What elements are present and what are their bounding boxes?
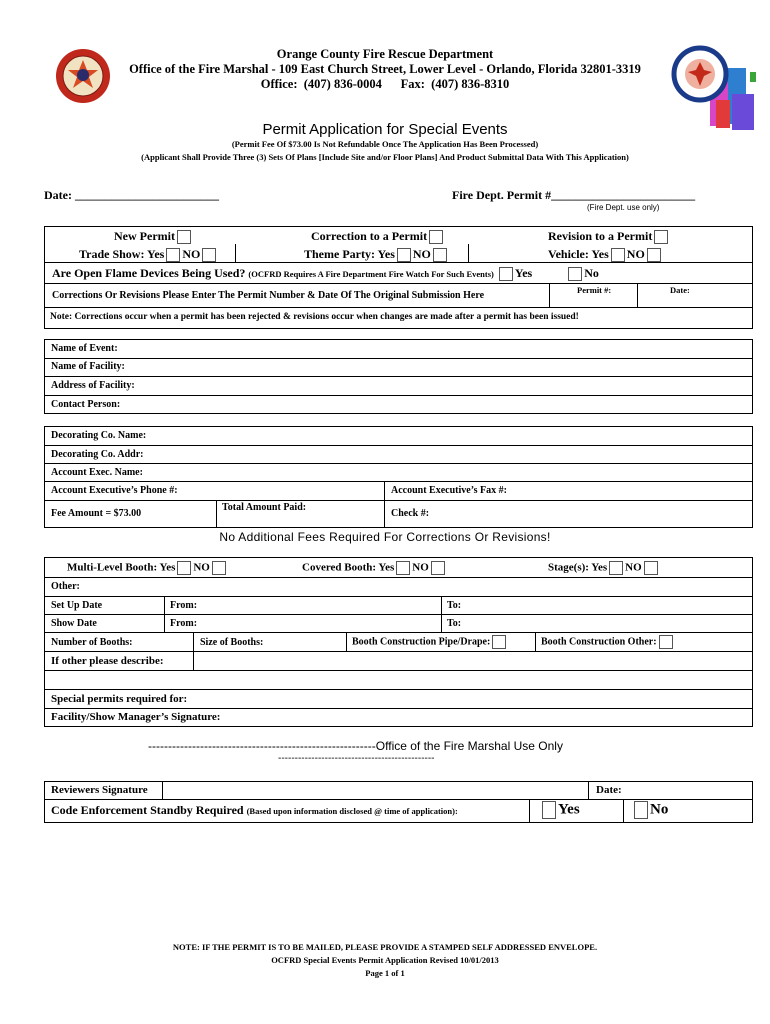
standby-note: (Based upon information disclosed @ time of application): [246,806,458,816]
page-title: Permit Application for Special Events [262,121,508,138]
header-office: Office of the Fire Marshal - 109 East Church Street, Lower Level - Orlando, Florida 32801-3319 [129,62,641,76]
multi-level-label: Multi-Level Booth: Yes [67,561,176,574]
office-use-heading: ---------------------------------------------------------Office of the Fire Marshal Use Only [148,739,563,753]
trade-show-label: Trade Show: Yes [79,247,165,261]
other-describe-field[interactable]: If other please describe: [51,655,164,667]
vehicle-option[interactable] [548,247,663,262]
multi-level-yes-checkbox[interactable] [177,561,191,575]
construction-other-label: Booth Construction Other: [541,636,657,648]
account-exec-fax-field[interactable]: Account Executive’s Fax #: [391,485,507,496]
show-from-field[interactable]: From: [170,618,198,629]
correction-checkbox[interactable] [429,230,443,244]
open-flame-label: Are Open Flame Devices Being Used? [52,266,246,280]
standby-yes-label: Yes [558,801,580,818]
original-permit-number-field[interactable]: Permit #: [577,285,612,295]
pipe-drape-label: Booth Construction Pipe/Drape: [352,636,491,648]
pipe-drape-option[interactable] [352,635,508,649]
vehicle-yes-checkbox[interactable] [611,248,625,262]
revision-checkbox[interactable] [654,230,668,244]
theme-party-no-checkbox[interactable] [433,248,447,262]
check-number-field[interactable]: Check #: [391,508,430,519]
construction-other-checkbox[interactable] [659,635,673,649]
new-permit-label: New Permit [114,229,175,243]
account-exec-phone-field[interactable]: Account Executive’s Phone #: [51,485,178,496]
contact-person-field[interactable]: Contact Person: [51,399,121,410]
open-flame-yes-label: Yes [514,266,533,280]
corrections-revisions-note: Note: Corrections occur when a permit has been rejected & revisions occur when changes are made after a permit has been issued! [50,312,579,322]
covered-yes-checkbox[interactable] [396,561,410,575]
original-date-field[interactable]: Date: [670,285,690,295]
multi-level-booth-option[interactable] [67,561,228,575]
theme-party-option[interactable] [304,247,449,262]
trade-show-no-label: NO [182,247,201,261]
stage-option[interactable] [548,561,660,575]
theme-party-label: Theme Party: Yes [304,247,395,261]
covered-booth-label: Covered Booth: Yes [302,561,395,574]
account-exec-name-field[interactable]: Account Exec. Name: [51,467,143,478]
stage-no-label: NO [625,561,642,574]
left-logo [55,48,111,104]
trade-show-yes-checkbox[interactable] [166,248,180,262]
number-of-booths-field[interactable]: Number of Booths: [51,637,133,648]
covered-booth-option[interactable] [302,561,447,575]
fee-amount: Fee Amount = $73.00 [51,508,142,519]
header-phone: Office: (407) 836-0004 Fax: (407) 836-8310 [260,77,510,91]
covered-no-label: NO [412,561,429,574]
open-flame-question[interactable] [52,266,599,281]
footer-page-number: Page 1 of 1 [365,968,405,978]
covered-no-checkbox[interactable] [431,561,445,575]
open-flame-no-label: No [584,266,599,280]
standby-yes-checkbox[interactable] [542,801,556,819]
facility-address-field[interactable]: Address of Facility: [51,380,135,391]
date-blank: ________________________ [74,188,219,202]
footer-revision: OCFRD Special Events Permit Application Revised 10/01/2013 [271,955,499,965]
new-permit-checkbox[interactable] [177,230,191,244]
show-to-field[interactable]: To: [447,618,462,629]
standby-no-label: No [650,801,669,818]
setup-from-field[interactable]: From: [170,600,198,611]
standby-no-option[interactable] [632,801,668,819]
standby-label: Code Enforcement Standby Required [51,803,244,817]
reviewer-date-field[interactable]: Date: [596,784,622,796]
revision-option[interactable] [548,229,670,244]
open-flame-no-checkbox[interactable] [568,267,582,281]
vehicle-no-checkbox[interactable] [647,248,661,262]
title-plans-note: (Applicant Shall Provide Three (3) Sets Of Plans [Include Site and/or Floor Plans] And Product Submittal Data With This Application) [141,152,629,162]
corrections-note: Corrections Or Revisions Please Enter The Permit Number & Date Of The Original Submission Here [52,290,485,301]
trade-show-no-checkbox[interactable] [202,248,216,262]
correction-label: Correction to a Permit [311,229,428,243]
stage-yes-checkbox[interactable] [609,561,623,575]
fire-dept-use-note: (Fire Dept. use only) [587,203,660,212]
show-date-label: Show Date [51,618,97,629]
event-name-field[interactable]: Name of Event: [51,343,118,354]
multi-level-no-checkbox[interactable] [212,561,226,575]
theme-party-no-label: NO [412,247,431,261]
vehicle-label: Vehicle: Yes [548,247,609,261]
date-field[interactable] [44,188,219,203]
correction-option[interactable] [311,229,445,244]
construction-other-option[interactable] [541,635,675,649]
pipe-drape-checkbox[interactable] [492,635,506,649]
standby-yes-option[interactable] [540,801,580,819]
date-label: Date: [44,188,72,202]
vehicle-no-label: NO [626,247,645,261]
theme-party-yes-checkbox[interactable] [397,248,411,262]
size-of-booths-field[interactable]: Size of Booths: [200,637,264,648]
office-use-divider: ----------------------------------------------- [278,753,435,764]
total-amount-paid-field[interactable]: Total Amount Paid: [222,502,307,513]
title-fee-note: (Permit Fee Of $73.00 Is Not Refundable Once The Application Has Been Processed) [231,139,539,149]
revision-label: Revision to a Permit [548,229,653,243]
stage-label: Stage(s): Yes [548,561,608,574]
no-additional-fees-note: No Additional Fees Required For Corrections Or Revisions! [219,530,551,544]
multi-level-no-label: NO [193,561,210,574]
open-flame-note: (OCFRD Requires A Fire Department Fire Watch For Such Events) [248,269,494,279]
standby-no-checkbox[interactable] [634,801,648,819]
reviewer-signature-label: Reviewers Signature [51,784,148,796]
fire-dept-permit-field[interactable]: Fire Dept. Permit #________________________ [452,188,696,202]
manager-signature-field[interactable]: Facility/Show Manager’s Signature: [51,711,221,723]
footer-mail-note: NOTE: IF THE PERMIT IS TO BE MAILED, PLEASE PROVIDE A STAMPED SELF ADDRESSED ENVELOPE. [172,942,598,952]
header-dept: Orange County Fire Rescue Department [276,47,494,61]
new-permit-option[interactable] [114,229,193,244]
other-field[interactable]: Other: [51,581,80,592]
setup-to-field[interactable]: To: [447,600,462,611]
trade-show-option[interactable] [79,247,218,262]
decorating-address-field[interactable]: Decorating Co. Addr: [51,449,144,460]
special-permits-field[interactable]: Special permits required for: [51,693,188,705]
setup-date-label: Set Up Date [51,600,103,611]
stage-no-checkbox[interactable] [644,561,658,575]
decorating-name-field[interactable]: Decorating Co. Name: [51,430,147,441]
standby-question [51,803,458,818]
facility-name-field[interactable]: Name of Facility: [51,361,125,372]
open-flame-yes-checkbox[interactable] [499,267,513,281]
fire-seal-icon [55,48,111,104]
